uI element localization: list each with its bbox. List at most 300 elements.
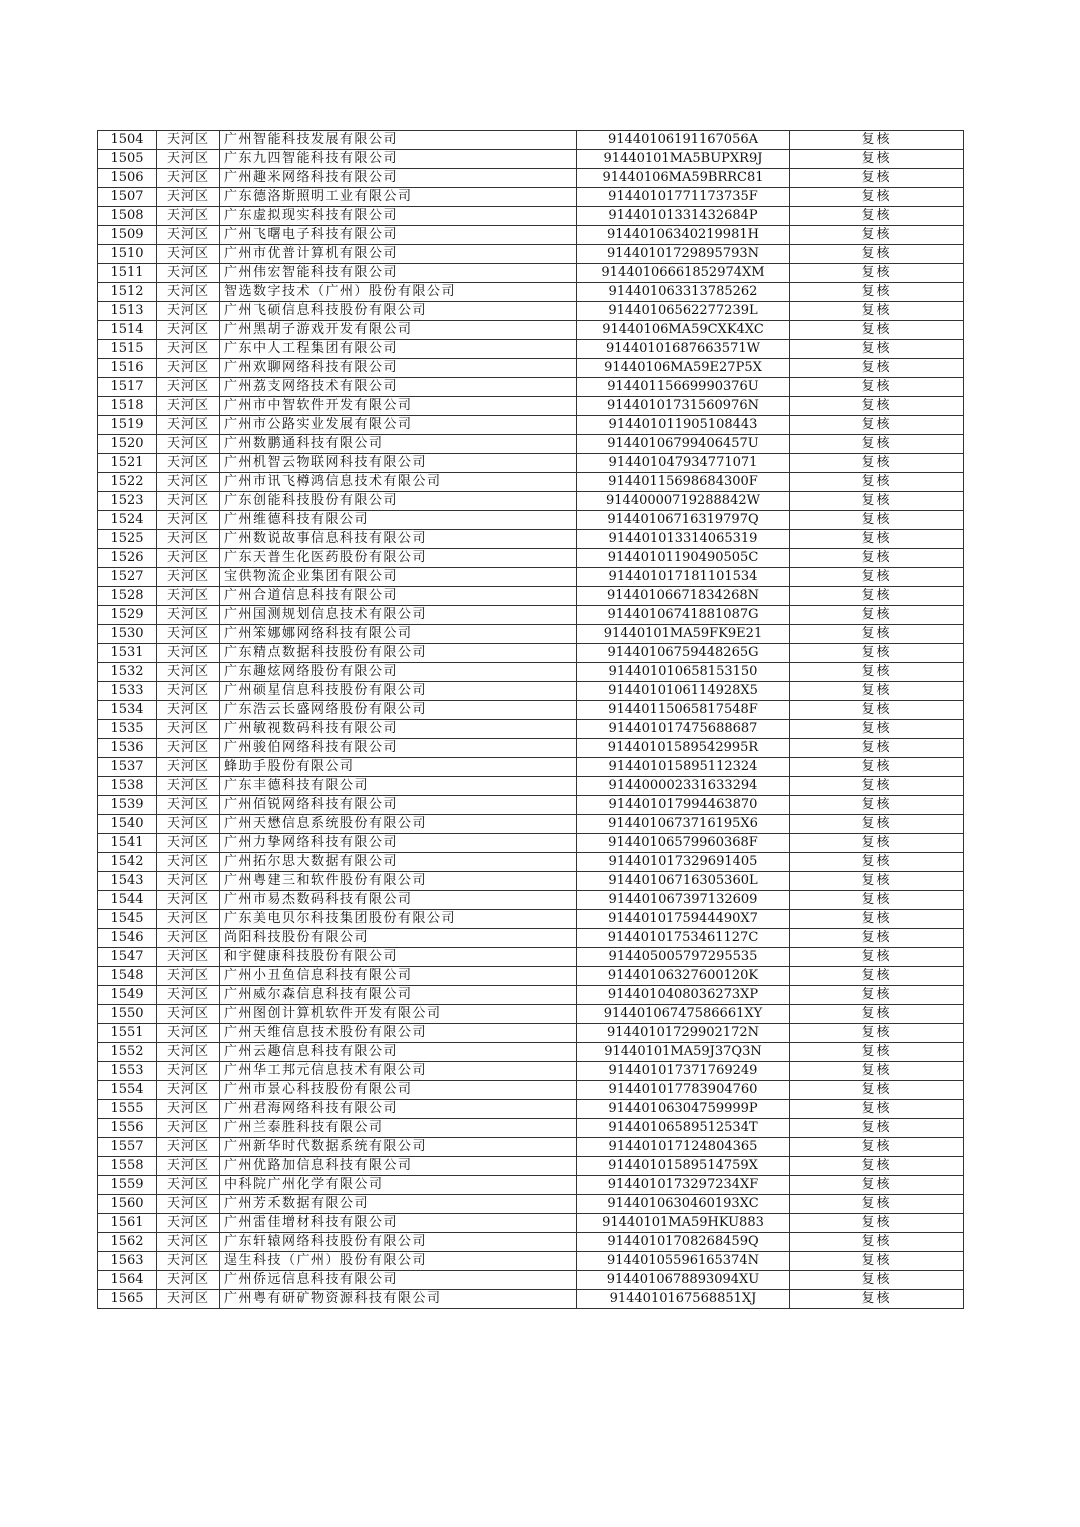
district-cell: 天河区 (157, 834, 220, 853)
table-row (98, 663, 964, 682)
company-name-cell: 广州伟宏智能科技有限公司 (220, 264, 577, 283)
credit-code-cell: 9144010175944490X7 (577, 910, 790, 929)
table-row (98, 1233, 964, 1252)
review-status-cell: 复核 (790, 910, 964, 929)
credit-code-cell: 914401017994463870 (577, 796, 790, 815)
credit-code-cell: 91440106759448265G (577, 644, 790, 663)
district-cell: 天河区 (157, 1271, 220, 1290)
row-number: 1549 (98, 986, 157, 1005)
row-number: 1516 (98, 359, 157, 378)
credit-code-cell: 91440106579960368F (577, 834, 790, 853)
row-number: 1520 (98, 435, 157, 454)
row-number: 1545 (98, 910, 157, 929)
credit-code-cell: 91440106MA59E27P5X (577, 359, 790, 378)
credit-code-cell: 91440106327600120K (577, 967, 790, 986)
review-status-cell: 复核 (790, 188, 964, 207)
row-number: 1519 (98, 416, 157, 435)
company-name-cell: 广州骏伯网络科技有限公司 (220, 739, 577, 758)
company-name-cell: 广州华工邦元信息技术有限公司 (220, 1062, 577, 1081)
review-status-cell: 复核 (790, 302, 964, 321)
row-number: 1511 (98, 264, 157, 283)
company-name-cell: 广东轩辕网络科技股份有限公司 (220, 1233, 577, 1252)
district-cell: 天河区 (157, 378, 220, 397)
company-name-cell: 广州数鹏通科技有限公司 (220, 435, 577, 454)
review-status-cell: 复核 (790, 378, 964, 397)
review-status-cell: 复核 (790, 948, 964, 967)
district-cell: 天河区 (157, 720, 220, 739)
district-cell: 天河区 (157, 511, 220, 530)
row-number: 1504 (98, 131, 157, 150)
company-name-cell: 广东丰德科技有限公司 (220, 777, 577, 796)
row-number: 1524 (98, 511, 157, 530)
company-name-cell: 广州雷佳增材科技有限公司 (220, 1214, 577, 1233)
district-cell: 天河区 (157, 777, 220, 796)
district-cell: 天河区 (157, 948, 220, 967)
company-name-cell: 和宇健康科技股份有限公司 (220, 948, 577, 967)
company-name-cell: 广州飞硕信息科技股份有限公司 (220, 302, 577, 321)
review-status-cell: 复核 (790, 929, 964, 948)
review-status-cell: 复核 (790, 834, 964, 853)
row-number: 1550 (98, 1005, 157, 1024)
company-name-cell: 广州天懋信息系统股份有限公司 (220, 815, 577, 834)
company-name-cell: 尚阳科技股份有限公司 (220, 929, 577, 948)
credit-code-cell: 91440105596165374N (577, 1252, 790, 1271)
credit-code-cell: 9144010173297234XF (577, 1176, 790, 1195)
table-row (98, 1043, 964, 1062)
row-number: 1538 (98, 777, 157, 796)
district-cell: 天河区 (157, 682, 220, 701)
credit-code-cell: 914401017181101534 (577, 568, 790, 587)
credit-code-cell: 914401017371769249 (577, 1062, 790, 1081)
row-number: 1554 (98, 1081, 157, 1100)
row-number: 1551 (98, 1024, 157, 1043)
district-cell: 天河区 (157, 606, 220, 625)
district-cell: 天河区 (157, 758, 220, 777)
district-cell: 天河区 (157, 340, 220, 359)
credit-code-cell: 91440106340219981H (577, 226, 790, 245)
company-name-cell: 广州兰泰胜科技有限公司 (220, 1119, 577, 1138)
table-row (98, 891, 964, 910)
district-cell: 天河区 (157, 416, 220, 435)
credit-code-cell: 914405005797295535 (577, 948, 790, 967)
credit-code-cell: 91440106304759999P (577, 1100, 790, 1119)
credit-code-cell: 91440106589512534T (577, 1119, 790, 1138)
district-cell: 天河区 (157, 1081, 220, 1100)
table-row (98, 188, 964, 207)
credit-code-cell: 91440000719288842W (577, 492, 790, 511)
credit-code-cell: 91440106741881087G (577, 606, 790, 625)
row-number: 1507 (98, 188, 157, 207)
credit-code-cell: 914401017783904760 (577, 1081, 790, 1100)
table-row (98, 625, 964, 644)
company-name-cell: 广州力挚网络科技有限公司 (220, 834, 577, 853)
credit-code-cell: 91440101MA5BUPXR9J (577, 150, 790, 169)
table-row (98, 492, 964, 511)
credit-code-cell: 91440101190490505C (577, 549, 790, 568)
district-cell: 天河区 (157, 549, 220, 568)
table-row (98, 1271, 964, 1290)
credit-code-cell: 91440101687663571W (577, 340, 790, 359)
table-row (98, 1005, 964, 1024)
credit-code-cell: 91440101MA59FK9E21 (577, 625, 790, 644)
row-number: 1541 (98, 834, 157, 853)
credit-code-cell: 91440106661852974XM (577, 264, 790, 283)
district-cell: 天河区 (157, 1138, 220, 1157)
row-number: 1557 (98, 1138, 157, 1157)
row-number: 1533 (98, 682, 157, 701)
credit-code-cell: 9144010630460193XC (577, 1195, 790, 1214)
row-number: 1561 (98, 1214, 157, 1233)
table-row (98, 853, 964, 872)
row-number: 1542 (98, 853, 157, 872)
review-status-cell: 复核 (790, 1081, 964, 1100)
table-row (98, 226, 964, 245)
row-number: 1531 (98, 644, 157, 663)
table-row (98, 530, 964, 549)
credit-code-cell: 91440106716319797Q (577, 511, 790, 530)
company-name-cell: 广东趣炫网络股份有限公司 (220, 663, 577, 682)
row-number: 1505 (98, 150, 157, 169)
company-name-cell: 广州市讯飞樽鸿信息技术有限公司 (220, 473, 577, 492)
district-cell: 天河区 (157, 986, 220, 1005)
table-row (98, 245, 964, 264)
row-number: 1562 (98, 1233, 157, 1252)
review-status-cell: 复核 (790, 283, 964, 302)
review-status-cell: 复核 (790, 435, 964, 454)
company-name-cell: 广州市景心科技股份有限公司 (220, 1081, 577, 1100)
credit-code-cell: 914401063313785262 (577, 283, 790, 302)
review-status-cell: 复核 (790, 131, 964, 150)
district-cell: 天河区 (157, 302, 220, 321)
credit-code-cell: 9144010678893094XU (577, 1271, 790, 1290)
table-row (98, 1024, 964, 1043)
table-row (98, 644, 964, 663)
company-name-cell: 广州云趣信息科技有限公司 (220, 1043, 577, 1062)
row-number: 1527 (98, 568, 157, 587)
company-name-cell: 广东创能科技股份有限公司 (220, 492, 577, 511)
company-name-cell: 广州市中智软件开发有限公司 (220, 397, 577, 416)
credit-code-cell: 91440106671834268N (577, 587, 790, 606)
row-number: 1513 (98, 302, 157, 321)
credit-code-cell: 914401013314065319 (577, 530, 790, 549)
district-cell: 天河区 (157, 872, 220, 891)
district-cell: 天河区 (157, 492, 220, 511)
company-name-cell: 广州智能科技发展有限公司 (220, 131, 577, 150)
company-name-cell: 广州拓尔思大数据有限公司 (220, 853, 577, 872)
review-status-cell: 复核 (790, 777, 964, 796)
credit-code-cell: 91440101729902172N (577, 1024, 790, 1043)
credit-code-cell: 914401017475688687 (577, 720, 790, 739)
review-status-cell: 复核 (790, 1195, 964, 1214)
district-cell: 天河区 (157, 815, 220, 834)
company-name-cell: 广东美电贝尔科技集团股份有限公司 (220, 910, 577, 929)
row-number: 1514 (98, 321, 157, 340)
company-name-cell: 广州国测规划信息技术有限公司 (220, 606, 577, 625)
review-status-cell: 复核 (790, 1290, 964, 1309)
table-row (98, 1119, 964, 1138)
company-name-cell: 广东虚拟现实科技有限公司 (220, 207, 577, 226)
district-cell: 天河区 (157, 321, 220, 340)
credit-code-cell: 914401017124804365 (577, 1138, 790, 1157)
table-row (98, 435, 964, 454)
district-cell: 天河区 (157, 207, 220, 226)
table-row (98, 910, 964, 929)
row-number: 1515 (98, 340, 157, 359)
review-status-cell: 复核 (790, 530, 964, 549)
table-row (98, 758, 964, 777)
enterprise-list-table (97, 130, 964, 1309)
table-body (98, 131, 964, 1309)
credit-code-cell: 91440101771173735F (577, 188, 790, 207)
row-number: 1526 (98, 549, 157, 568)
district-cell: 天河区 (157, 530, 220, 549)
review-status-cell: 复核 (790, 1157, 964, 1176)
district-cell: 天河区 (157, 739, 220, 758)
district-cell: 天河区 (157, 891, 220, 910)
district-cell: 天河区 (157, 625, 220, 644)
row-number: 1530 (98, 625, 157, 644)
credit-code-cell: 91440101MA59HKU883 (577, 1214, 790, 1233)
credit-code-cell: 9144010106114928X5 (577, 682, 790, 701)
review-status-cell: 复核 (790, 587, 964, 606)
district-cell: 天河区 (157, 169, 220, 188)
table-row (98, 1138, 964, 1157)
table-row (98, 1195, 964, 1214)
row-number: 1509 (98, 226, 157, 245)
district-cell: 天河区 (157, 587, 220, 606)
table-row (98, 1252, 964, 1271)
row-number: 1544 (98, 891, 157, 910)
company-name-cell: 广州硕星信息科技股份有限公司 (220, 682, 577, 701)
company-name-cell: 广东精点数据科技股份有限公司 (220, 644, 577, 663)
table-row (98, 796, 964, 815)
district-cell: 天河区 (157, 1119, 220, 1138)
table-row (98, 378, 964, 397)
credit-code-cell: 91440106716305360L (577, 872, 790, 891)
table-row (98, 150, 964, 169)
review-status-cell: 复核 (790, 625, 964, 644)
review-status-cell: 复核 (790, 568, 964, 587)
company-name-cell: 广州威尔森信息科技有限公司 (220, 986, 577, 1005)
company-name-cell: 宝供物流企业集团有限公司 (220, 568, 577, 587)
company-name-cell: 中科院广州化学有限公司 (220, 1176, 577, 1195)
district-cell: 天河区 (157, 796, 220, 815)
review-status-cell: 复核 (790, 549, 964, 568)
credit-code-cell: 91440115698684300F (577, 473, 790, 492)
review-status-cell: 复核 (790, 321, 964, 340)
table-row (98, 815, 964, 834)
company-name-cell: 广州机智云物联网科技有限公司 (220, 454, 577, 473)
district-cell: 天河区 (157, 1024, 220, 1043)
table-row (98, 264, 964, 283)
credit-code-cell: 91440106191167056A (577, 131, 790, 150)
district-cell: 天河区 (157, 397, 220, 416)
credit-code-cell: 91440101589542995R (577, 739, 790, 758)
table-row (98, 1214, 964, 1233)
table-row (98, 929, 964, 948)
table-row (98, 454, 964, 473)
row-number: 1534 (98, 701, 157, 720)
row-number: 1564 (98, 1271, 157, 1290)
district-cell: 天河区 (157, 264, 220, 283)
district-cell: 天河区 (157, 131, 220, 150)
district-cell: 天河区 (157, 1195, 220, 1214)
row-number: 1552 (98, 1043, 157, 1062)
company-name-cell: 广州佰锐网络科技有限公司 (220, 796, 577, 815)
row-number: 1555 (98, 1100, 157, 1119)
review-status-cell: 复核 (790, 207, 964, 226)
company-name-cell: 广州黑胡子游戏开发有限公司 (220, 321, 577, 340)
district-cell: 天河区 (157, 150, 220, 169)
credit-code-cell: 91440101MA59J37Q3N (577, 1043, 790, 1062)
row-number: 1560 (98, 1195, 157, 1214)
row-number: 1529 (98, 606, 157, 625)
review-status-cell: 复核 (790, 1214, 964, 1233)
credit-code-cell: 91440101729895793N (577, 245, 790, 264)
credit-code-cell: 914401010658153150 (577, 663, 790, 682)
review-status-cell: 复核 (790, 1252, 964, 1271)
table-row (98, 340, 964, 359)
table-row (98, 416, 964, 435)
review-status-cell: 复核 (790, 1138, 964, 1157)
credit-code-cell: 914401015895112324 (577, 758, 790, 777)
row-number: 1518 (98, 397, 157, 416)
review-status-cell: 复核 (790, 815, 964, 834)
company-name-cell: 广州数说故事信息科技有限公司 (220, 530, 577, 549)
district-cell: 天河区 (157, 568, 220, 587)
credit-code-cell: 914401067397132609 (577, 891, 790, 910)
company-name-cell: 广州市公路实业发展有限公司 (220, 416, 577, 435)
company-name-cell: 广州合道信息科技有限公司 (220, 587, 577, 606)
credit-code-cell: 91440101589514759X (577, 1157, 790, 1176)
company-name-cell: 广东浩云长盛网络股份有限公司 (220, 701, 577, 720)
credit-code-cell: 914401011905108443 (577, 416, 790, 435)
table-row (98, 587, 964, 606)
review-status-cell: 复核 (790, 1100, 964, 1119)
table-row (98, 682, 964, 701)
company-name-cell: 广州侨远信息科技有限公司 (220, 1271, 577, 1290)
district-cell: 天河区 (157, 910, 220, 929)
credit-code-cell: 91440101708268459Q (577, 1233, 790, 1252)
row-number: 1543 (98, 872, 157, 891)
row-number: 1532 (98, 663, 157, 682)
row-number: 1510 (98, 245, 157, 264)
company-name-cell: 广东中人工程集团有限公司 (220, 340, 577, 359)
review-status-cell: 复核 (790, 872, 964, 891)
table-row (98, 568, 964, 587)
table-row (98, 511, 964, 530)
row-number: 1512 (98, 283, 157, 302)
table-row (98, 302, 964, 321)
review-status-cell: 复核 (790, 359, 964, 378)
table-row (98, 720, 964, 739)
district-cell: 天河区 (157, 1157, 220, 1176)
table-row (98, 1062, 964, 1081)
review-status-cell: 复核 (790, 511, 964, 530)
row-number: 1522 (98, 473, 157, 492)
table-row (98, 1290, 964, 1309)
row-number: 1540 (98, 815, 157, 834)
company-name-cell: 广州小丑鱼信息科技有限公司 (220, 967, 577, 986)
company-name-cell: 蜂助手股份有限公司 (220, 758, 577, 777)
row-number: 1563 (98, 1252, 157, 1271)
table-row (98, 986, 964, 1005)
company-name-cell: 广州市易杰数码科技有限公司 (220, 891, 577, 910)
district-cell: 天河区 (157, 1176, 220, 1195)
review-status-cell: 复核 (790, 226, 964, 245)
review-status-cell: 复核 (790, 1005, 964, 1024)
review-status-cell: 复核 (790, 150, 964, 169)
company-name-cell: 广州笨娜娜网络科技有限公司 (220, 625, 577, 644)
company-name-cell: 广州图创计算机软件开发有限公司 (220, 1005, 577, 1024)
district-cell: 天河区 (157, 1005, 220, 1024)
review-status-cell: 复核 (790, 416, 964, 435)
review-status-cell: 复核 (790, 1233, 964, 1252)
district-cell: 天河区 (157, 226, 220, 245)
district-cell: 天河区 (157, 1043, 220, 1062)
district-cell: 天河区 (157, 435, 220, 454)
row-number: 1553 (98, 1062, 157, 1081)
row-number: 1517 (98, 378, 157, 397)
company-name-cell: 广州粤建三和软件股份有限公司 (220, 872, 577, 891)
district-cell: 天河区 (157, 644, 220, 663)
credit-code-cell: 914400002331633294 (577, 777, 790, 796)
credit-code-cell: 9144010167568851XJ (577, 1290, 790, 1309)
review-status-cell: 复核 (790, 454, 964, 473)
district-cell: 天河区 (157, 1290, 220, 1309)
table-row (98, 739, 964, 758)
row-number: 1559 (98, 1176, 157, 1195)
row-number: 1548 (98, 967, 157, 986)
review-status-cell: 复核 (790, 853, 964, 872)
company-name-cell: 广州趣米网络科技有限公司 (220, 169, 577, 188)
table-row (98, 872, 964, 891)
review-status-cell: 复核 (790, 340, 964, 359)
company-name-cell: 广州敏视数码科技有限公司 (220, 720, 577, 739)
review-status-cell: 复核 (790, 1062, 964, 1081)
review-status-cell: 复核 (790, 245, 964, 264)
row-number: 1525 (98, 530, 157, 549)
district-cell: 天河区 (157, 454, 220, 473)
table-row (98, 283, 964, 302)
district-cell: 天河区 (157, 188, 220, 207)
credit-code-cell: 91440106799406457U (577, 435, 790, 454)
credit-code-cell: 91440101753461127C (577, 929, 790, 948)
company-name-cell: 广州天维信息技术股份有限公司 (220, 1024, 577, 1043)
table-row (98, 701, 964, 720)
district-cell: 天河区 (157, 1233, 220, 1252)
row-number: 1537 (98, 758, 157, 777)
credit-code-cell: 9144010673716195X6 (577, 815, 790, 834)
review-status-cell: 复核 (790, 264, 964, 283)
table-row (98, 834, 964, 853)
table-row (98, 967, 964, 986)
credit-code-cell: 91440101331432684P (577, 207, 790, 226)
review-status-cell: 复核 (790, 644, 964, 663)
table-row (98, 473, 964, 492)
row-number: 1539 (98, 796, 157, 815)
review-status-cell: 复核 (790, 796, 964, 815)
row-number: 1565 (98, 1290, 157, 1309)
table-row (98, 207, 964, 226)
table-row (98, 397, 964, 416)
row-number: 1506 (98, 169, 157, 188)
review-status-cell: 复核 (790, 701, 964, 720)
credit-code-cell: 914401047934771071 (577, 454, 790, 473)
review-status-cell: 复核 (790, 1119, 964, 1138)
review-status-cell: 复核 (790, 663, 964, 682)
row-number: 1523 (98, 492, 157, 511)
